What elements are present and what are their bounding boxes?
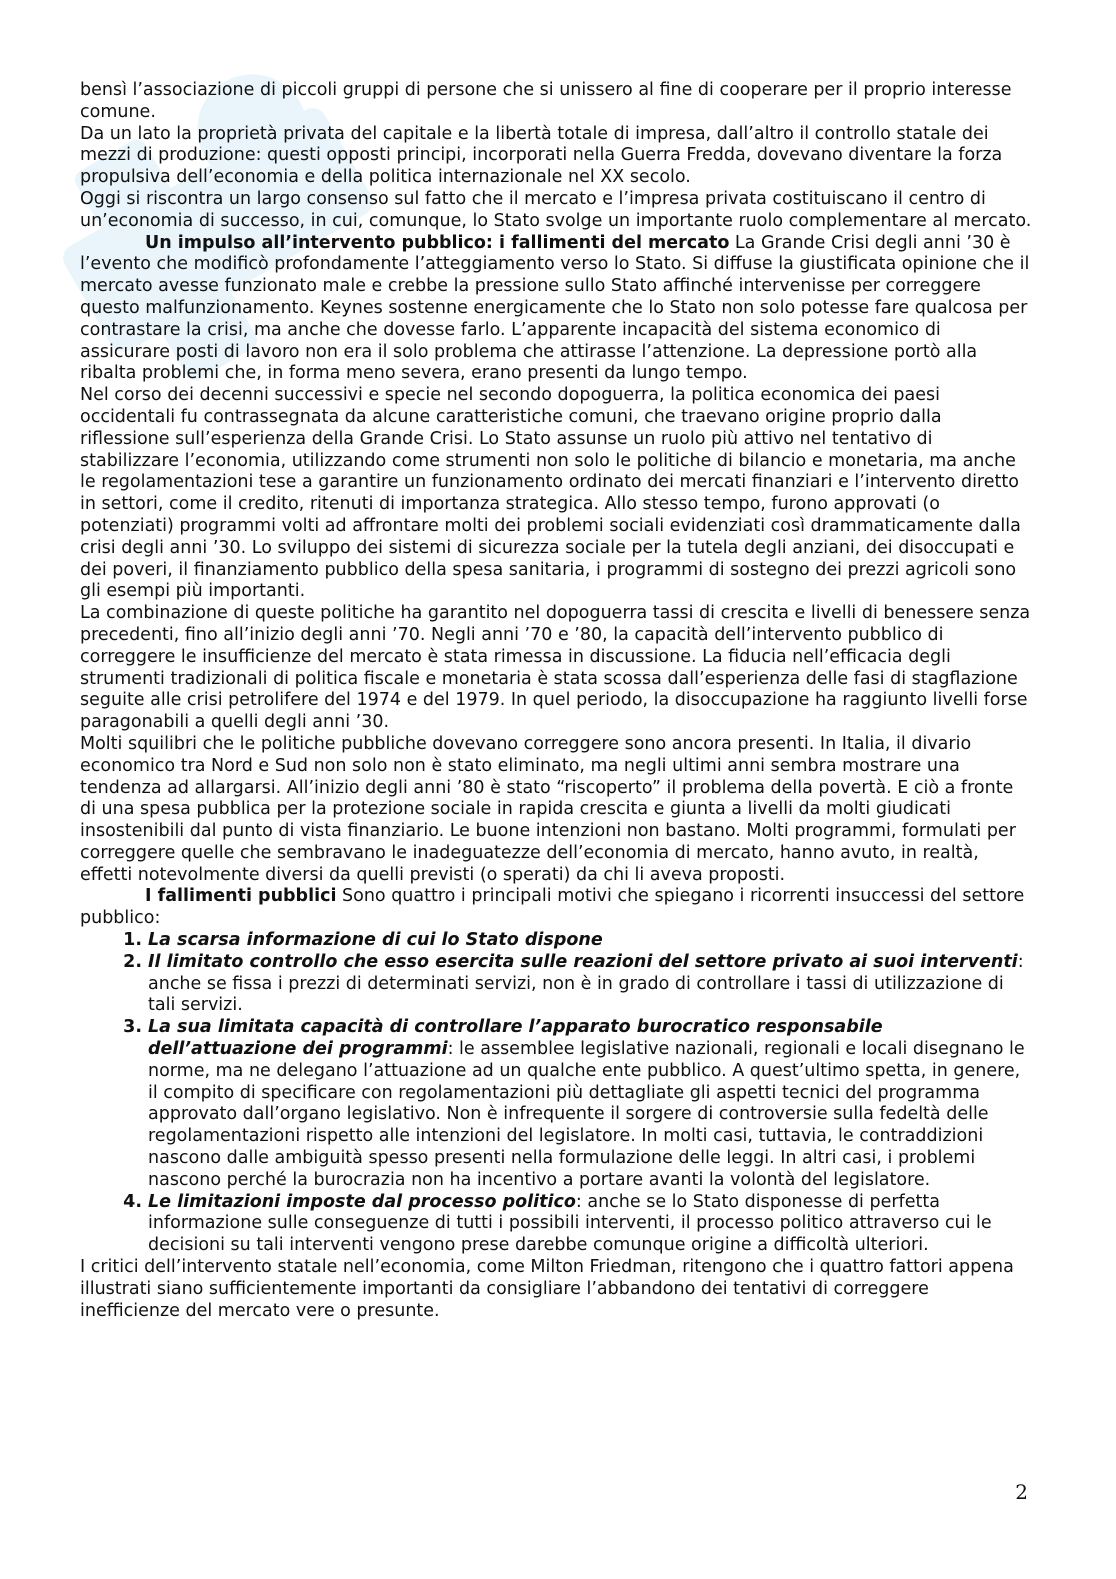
section-text-market-failures: La Grande Crisi degli anni ’30 è l’evento che modificò profondamente l’atteggiamento verso lo Stato. Si diffuse la giustificata opinione che il mercato avesse funzionato male e crebbe la pressione sullo Stato affinché intervenisse per correggere questo malfunzionamento. Keynes sostenne energicamente che lo Stato non solo potesse fare qualcosa per contrastare la crisi, ma anche che dovesse farlo. L’apparente incapacità del sistema economico di assicurare posti di lavoro non era il solo problema che attirasse l’attenzione. La depressione portò alla ribalta problemi che, in forma meno severa, erano presenti da lungo tempo. (80, 232, 1030, 384)
page-number: 2 (1015, 1480, 1028, 1504)
list-item (123, 951, 1032, 1017)
list-item (123, 1191, 1032, 1257)
paragraph-public-failures (80, 886, 1032, 930)
list-item (123, 1017, 1032, 1191)
list-item-title: La sua limitata capacità di controllare l’apparato burocratico responsabile dell’attuazione dei programmi (148, 1017, 883, 1060)
paragraph-consensus: Oggi si riscontra un largo consenso sul fatto che il mercato e l’impresa privata costituiscano il centro di un’economia di successo, in cui, comunque, lo Stato svolge un importante ruolo complementare al mercato. (80, 188, 1032, 231)
list-item-title: Le limitazioni imposte dal processo politico (148, 1191, 576, 1212)
list-number: 2. (123, 951, 142, 972)
list-item-text: : anche se lo Stato disponesse di perfetta informazione sulle conseguenze di tutti i possibili interventi, il processo politico attraverso cui le decisioni su tali interventi vengono prese darebbe comunque origine a difficoltà ulteriori. (148, 1191, 992, 1256)
list-item-title: Il limitato controllo che esso esercita sulle reazioni del settore privato ai suoi interventi (148, 951, 1018, 972)
list-item (123, 930, 1032, 952)
list-number: 3. (123, 1017, 142, 1038)
paragraph-cold-war: Da un lato la proprietà privata del capitale e la libertà totale di impresa, dall’altro il controllo statale dei mezzi di produzione: questi opposti principi, incorporati nella Guerra Fredda, dovevano diventare la forza propulsiva dell’economia e della politica internazionale nel XX secolo. (80, 123, 1003, 188)
document-body (80, 80, 1032, 1322)
section-heading-market-failures: Un impulso all’intervento pubblico: i fallimenti del mercato (145, 232, 730, 253)
public-failures-list (80, 930, 1032, 1257)
list-number: 1. (123, 930, 142, 951)
paragraph-intro-continuation: bensì l’associazione di piccoli gruppi di persone che si unissero al fine di cooperare per il proprio interesse comune. (80, 80, 1012, 122)
paragraph-market-failures (80, 233, 1032, 386)
section-heading-public-failures: I fallimenti pubblici (145, 886, 337, 907)
list-item-text: : anche se fissa i prezzi di determinati servizi, non è in grado di controllare i tassi di utilizzazione di tali servizi. (148, 951, 1024, 1016)
list-number: 4. (123, 1191, 142, 1212)
list-item-text: : le assemblee legislative nazionali, regionali e locali disegnano le norme, ma ne delegano l’attuazione ad un qualche ente pubblico. A quest’ultimo spetta, in genere, il compito di specificare con regolamentazioni più dettagliate gli aspetti tecnici del programma approvato dall’organo legislativo. Non è infrequente il sorgere di controversie sulla fedeltà delle regolamentazioni rispetto alle intenzioni del legislatore. In molti casi, tuttavia, le contraddizioni nascono dalle ambiguità spesso presenti nella formulazione delle leggi. In altri casi, i problemi nascono perché la burocrazia non ha incentivo a portare avanti la volontà del legislatore. (148, 1039, 1025, 1190)
section-text-public-failures: Sono quattro i principali motivi che spiegano i ricorrenti insuccessi del settore pubblico: (80, 886, 1025, 929)
paragraph-stagflation: La combinazione di queste politiche ha garantito nel dopoguerra tassi di crescita e livelli di benessere senza precedenti, fino all’inizio degli anni ’70. Negli anni ’70 e ’80, la capacità dell’intervento pubblico di correggere le insufficienze del mercato è stata rimessa in discussione. La fiducia nell’efficacia degli strumenti tradizionali di politica fiscale e monetaria è stata scossa dall’esperienza delle fasi di stagflazione seguite alle crisi petrolifere del 1974 e del 1979. In quel periodo, la disoccupazione ha raggiunto livelli forse paragonabili a quelli degli anni ’30. (80, 603, 1031, 733)
list-item-title: La scarsa informazione di cui lo Stato dispone (148, 930, 603, 951)
paragraph-closing: I critici dell’intervento statale nell’economia, come Milton Friedman, ritengono che i quattro fattori appena illustrati siano sufficientemente importanti da consigliare l’abbandono dei tentativi di correggere inefficienze del mercato vere o presunte. (80, 1257, 1014, 1321)
paragraph-imbalances: Molti squilibri che le politiche pubbliche dovevano correggere sono ancora presenti. In Italia, il divario economico tra Nord e Sud non solo non è stato eliminato, ma negli ultimi anni sembra mostrare una tendenza ad allargarsi. All’inizio degli anni ’80 è stato “riscoperto” il problema della povertà. E ciò a fronte di una spesa pubblica per la protezione sociale in rapida crescita e giunta a livelli da molti giudicati insostenibili dal punto di vista finanziario. Le buone intenzioni non bastano. Molti programmi, formulati per correggere quelle che sembravano le inadeguatezze dell’economia di mercato, hanno avuto, in realtà, effetti notevolmente diversi da quelli previsti (o sperati) da chi li aveva proposti. (80, 733, 1016, 885)
paragraph-postwar-policy: Nel corso dei decenni successivi e specie nel secondo dopoguerra, la politica economica dei paesi occidentali fu contrassegnata da alcune caratteristiche comuni, che traevano origine proprio dalla riflessione sull’esperienza della Grande Crisi. Lo Stato assunse un ruolo più attivo nel tentativo di stabilizzare l’economia, utilizzando come strumenti non solo le politiche di bilancio e monetaria, ma anche le regolamentazioni tese a garantire un funzionamento ordinato dei mercati finanziari e l’intervento diretto in settori, come il credito, ritenuti di importanza strategica. Allo stesso tempo, furono approvati (o potenziati) programmi volti ad affrontare molti dei problemi sociali evidenziati così drammaticamente dalla crisi degli anni ’30. Lo sviluppo dei sistemi di sicurezza sociale per la tutela degli anziani, dei disoccupati e dei poveri, il finanziamento pubblico della spesa sanitaria, i programmi di sostegno dei prezzi agricoli sono gli esempi più importanti. (80, 385, 1021, 602)
